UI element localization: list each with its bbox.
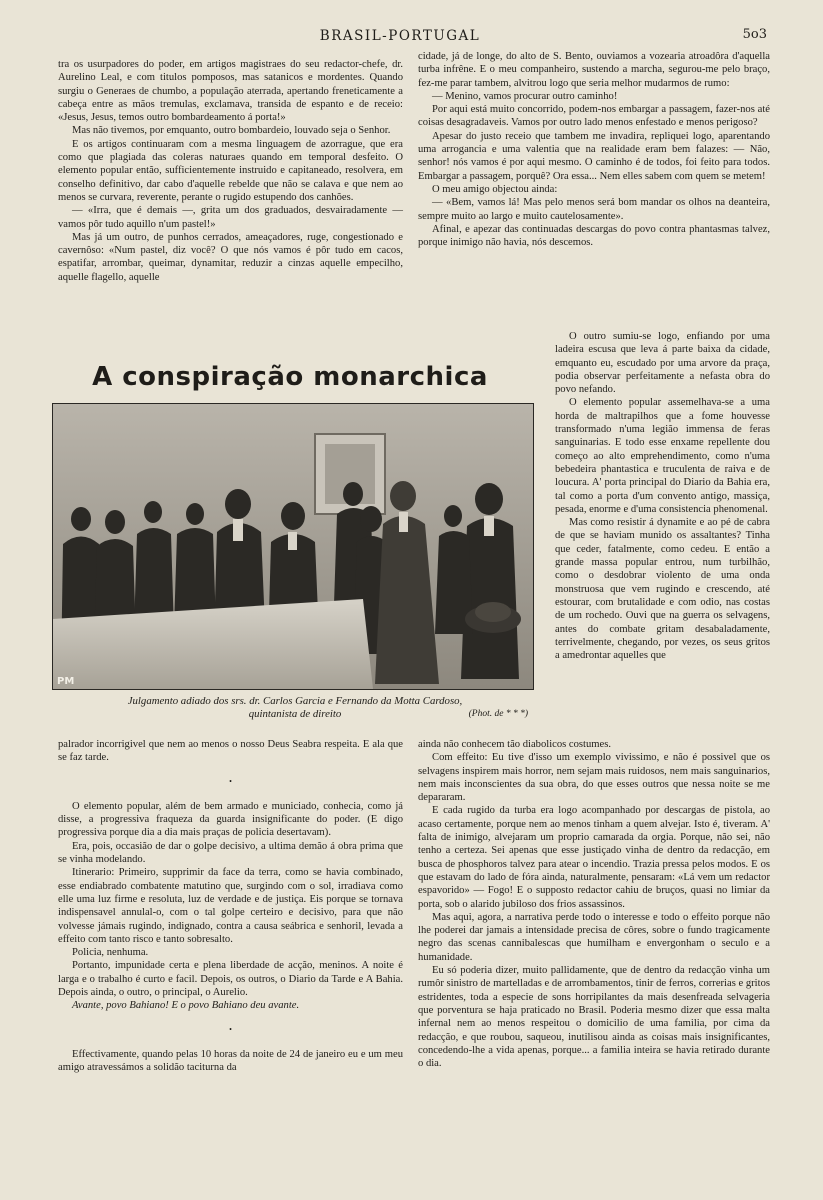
- paragraph: Policia, nenhuma.: [72, 947, 149, 959]
- paragraph: Itinerario: Primeiro, supprimir da face da terra, como se havia combinado, esse endiabrado combatente matutino que, surgindo com o sol, irradiava como elle uma luz firme e resoluta, luz de verdade e de justiça. Eis porque se tornava indispensavel annulal-o, com o tal golpe certeiro e decisivo, para que não volvesse jámais rugindo, indignado, contra a causa seábrica e senhoril, levada a effeito com tanto risco e tanto sobresalto.: [58, 867, 403, 945]
- left-column-top: [58, 58, 403, 284]
- section-ornament: •: [229, 1024, 232, 1034]
- paragraph: Avante, povo Bahiano! E o povo Bahiano deu avante.: [72, 1000, 300, 1012]
- right-column-bottom: [418, 738, 770, 1070]
- paragraph: E os artigos continuaram com a mesma linguagem de azorrague, que era como que plagiada das coleras naturaes quando em temporal desfeito. O elemento popular então, sufficientemente instruido e capitaneado, resolvera, em conselho definitivo, dar cabo d'aquelle rebelde que não se calava e que nem ao menos se curvara, reverente, perante o rugido estupendo dos canhões.: [58, 138, 403, 203]
- paragraph: O outro sumiu-se logo, enfiando por uma ladeira escusa que leva á parte baixa da cidade, emquanto eu, escudado por uma arvore da praça, podia observar perfeitamente a nefasta obra do povo nefando.: [555, 331, 770, 396]
- caption-line: quintanista de direito: [248, 708, 342, 720]
- paragraph: Apesar do justo receio que tambem me invadira, repliquei logo, aparentando uma arrogancia e uma valentia que na realidade eram bem falazes: — Não, senhor! nós vamos é por aqui mesmo. O caminho é de todos, foi feito para todos. Embargar a passagem, porquê? Ora essa... Nem elles sabem com quem se metem!: [418, 130, 770, 182]
- court-photograph: [52, 403, 534, 690]
- caption-line: Julgamento adiado dos srs. dr. Carlos Garcia e Fernando da Motta Cardoso,: [127, 695, 463, 707]
- paragraph: Effectivamente, quando pelas 10 horas da noite de 24 de janeiro eu e um meu amigo atravessámos a solidão taciturna da: [58, 1048, 403, 1074]
- article-headline: A conspiração monarchica: [92, 362, 488, 392]
- right-column-narrow: [555, 330, 770, 662]
- paragraph: Era, pois, occasião de dar o golpe decisivo, a ultima demão á obra prima que se vinha modelando.: [58, 840, 403, 866]
- running-title: BRASIL-PORTUGAL: [319, 28, 481, 44]
- photo-caption: [60, 695, 530, 721]
- paragraph: Mas já um outro, de punhos cerrados, ameaçadores, ruge, congestionado e cavernôso: «Num pastel, diz você? O que nós vamos é pôr tudo em cacos, espatifar, arrombar, queimar, dynamitar, reduzir a cinzas aquelle empecilho, aquelle flagello, aquelle: [58, 231, 403, 283]
- paragraph: palrador incorrigivel que nem ao menos o nosso Deus Seabra respeita. E ala que se faz tarde.: [58, 739, 403, 764]
- photographer-initials: PM: [57, 676, 75, 687]
- paragraph: — Menino, vamos procurar outro caminho!: [432, 90, 618, 102]
- paragraph: Portanto, impunidade certa e plena liberdade de acção, meninos. A noite é larga e o trabalho é curto e facil. Depois, os outros, o Diario da Tarde e A Bahia. Depois ainda, o outro, o principal, o Aurelio.: [58, 960, 403, 999]
- paragraph: Mas aqui, agora, a narrativa perde todo o interesse e todo o effeito porque não lhe poderei dar jamais a intensidade precisa de côres, sobre o fundo tragicamente negro das scenas cannibalescas que humilham e envergonham o seculo e a humanidade.: [418, 911, 770, 963]
- paragraph: Eu só poderia dizer, muito pallidamente, que de dentro da redacção vinha um rumôr sinistro de martelladas e de arrombamentos, tinir de ferros, correrias e gritos estridentes, toda a especie de sons horripilantes da mais desenfreada selvageria que porventura se haja praticado no Brasil. Poderia mesmo dizer que essa malta infernal nem ao menos respeitou o domicilio de uma familia, por cima da redacção, e que roubou, saqueou, inutilisou ainda as coisas mais insignificantes, concedendo-lhe a vida apenas, porque... a familia inteira se havia retirado durante o dia.: [418, 965, 770, 1070]
- paragraph: E cada rugido da turba era logo acompanhado por descargas de pistola, ao acaso certamente, porque nem ao menos tinham a quem alvejar. Isto é, tiveram. A' falta de inimigo, alvejaram um proprio camarada da orgia. Porque, não sei, não tenho a certeza. Sei apenas que esse justiçado vinha de dentro da redacção, em busca de phosphoros talvez para atear o incendio. Trazia pressa pelos modos. E os que estavam do lado de fóra ainda, naturalmente, pensaram: «Lá vem um redactor espavorido» — Fogo! E o supposto redactor cahiu de bruços, quasi no limiar da porta, sob o alarido jubiloso dos frios assassinos.: [418, 805, 770, 910]
- photo-illustration: [53, 404, 533, 689]
- section-ornament: •: [229, 776, 232, 786]
- paragraph: tra os usurpadores do poder, em artigos magistraes do seu redactor-chefe, dr. Aurelino Leal, e com titulos pomposos, mas satanicos e mordentes. Quando surgiu o Generaes de chumbo, a população aterrada, apertando freneticamente a cabeça entre as mãos tremulas, exclamava, transida de espanto e de receio: «Jesus, Jesus, temos outro bombardeamento á porta!»: [58, 59, 403, 124]
- right-column-top: [418, 50, 770, 249]
- paragraph: O elemento popular, além de bem armado e municiado, conhecia, como já disse, a progressiva fraqueza da guarda insignificante do poder. (E digo progressiva porque dia a dia mais praças de policia desertavam).: [58, 800, 403, 839]
- paragraph: Por aqui está muito concorrido, podem-nos embargar a passagem, fazer-nos até coisas desagradaveis. Vamos por outro lado menos enfestado e menos perigoso?: [418, 104, 770, 129]
- paragraph: O meu amigo objectou ainda:: [432, 183, 558, 195]
- paragraph: — «Bem, vamos lá! Mas pelo menos será bom mandar os olhos na deanteira, sempre muito ao largo e muito cautelosamente».: [418, 197, 770, 222]
- paragraph: Com effeito: Eu tive d'isso um exemplo vivissimo, e não é possivel que os selvagens inspirem mais horror, nem sejam mais ruidosos, nem mais sanguinarios, nem mais inconscientes da sua obra, do que esses outros que nessa noite se me depararam.: [418, 752, 770, 804]
- left-column-bottom: [58, 738, 403, 1075]
- paragraph: Mas não tivemos, por emquanto, outro bombardeio, louvado seja o Senhor.: [72, 125, 391, 137]
- paragraph: Mas como resistir á dynamite e ao pé de cabra de que se haviam munido os assaltantes? Tinha que ceder, fatalmente, como cedeu. E então a grande massa popular entrou, num turbilhão, como o desdobrar violento de uma onda monstruosa que vem rugindo e crescendo, até estourar, com brutalidade e com odio, nas costas de um rochedo. Ouvi que na guerra os selvagens, antes do combate gritam desabaladamente, terrivelmente, chegando, por vezes, os seus gritos a amedrontar aquelles que: [555, 517, 770, 662]
- paragraph: — «Irra, que é demais —, grita um dos graduados, desvairadamente — vamos pôr tudo aquillo n'um pastel!»: [58, 205, 403, 230]
- paragraph: Afinal, e apezar das continuadas descargas do povo contra phantasmas talvez, porque inimigo não havia, nós descemos.: [418, 223, 770, 249]
- paragraph: ainda não conhecem tão diabolicos costumes.: [418, 739, 611, 750]
- photo-credit: (Phot. de * * *): [468, 709, 528, 719]
- page-number: 5o3: [742, 27, 767, 42]
- paragraph: cidade, já de longe, do alto de S. Bento, ouviamos a vozearia atroadôra d'aquella turba infrêne. E o meu companheiro, sustendo a marcha, segurou-me pelo braço, fez-me parar tambem, alvitrou logo que seria melhor mudarmos de rumo:: [418, 51, 770, 89]
- paragraph: O elemento popular assemelhava-se a uma horda de maltrapilhos que a fome houvesse transformado n'uma legião immensa de feras sanguinarias. E todo esse enxame repellente dou começo ao alto emprehendimento, como n'uma bebedeira phantastica e truculenta de raiva e de loucura. A' porta principal do Diario da Bahia era, tal como a porta d'um convento antigo, massiça, pesada, enorme e d'uma consistencia phenomenal.: [555, 397, 770, 515]
